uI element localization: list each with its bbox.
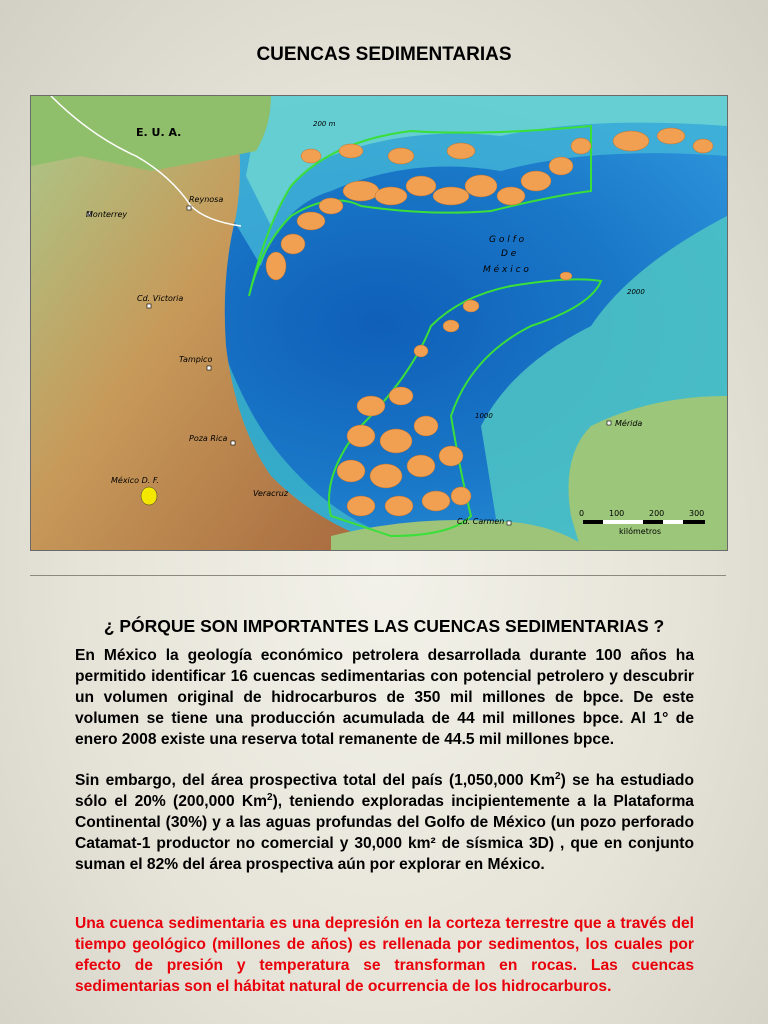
- page-title: CUENCAS SEDIMENTARIAS: [256, 44, 512, 65]
- label-cd-victoria: Cd. Victoria: [137, 294, 184, 303]
- label-contour-2000: 2000: [627, 288, 645, 296]
- paragraph-definition: Una cuenca sedimentaria es una depresión en la corteza terrestre que a través del tiempo geológico (millones de años) es rellenada por sedimentos, los cuales por efecto de presión y temperatura se transforman en rocas. Las cuencas sedimentarias son el hábitat natural de ocurrencia de los hidrocarburos.: [75, 915, 694, 995]
- label-contour-1000: 1000: [475, 412, 493, 420]
- svg-text:300: 300: [689, 509, 705, 518]
- label-golfo-2: D e: [501, 249, 517, 259]
- svg-text:200: 200: [649, 509, 665, 518]
- label-tampico: Tampico: [179, 355, 213, 364]
- label-contour-200: 200 m: [313, 120, 336, 128]
- svg-text:0: 0: [579, 509, 585, 518]
- paragraph-2: Sin embargo, del área prospectiva total del país (1,050,000 Km$^2$) se ha estudiado sólo el 20% (200,000 Km$^2$), teniendo exploradas incipientemente a la Plataforma Continental (30%) y a las aguas profundas del Golfo de México (un pozo perforado Catamat-1 productor no comercial y 30,000 km² de sísmica 3D) , que en conjunto suman el 82% del área prospectiva aún por explorar en México.: [75, 770, 694, 873]
- label-mexico-df: México D. F.: [111, 476, 159, 485]
- label-monterrey: Monterrey: [86, 210, 128, 219]
- label-veracruz: Veracruz: [253, 489, 289, 498]
- label-golfo-1: G o l f o: [489, 235, 525, 245]
- gulf-map: [30, 95, 728, 551]
- label-poza-rica: Poza Rica: [189, 434, 228, 443]
- label-merida: Mérida: [615, 419, 643, 428]
- svg-text:100: 100: [609, 509, 625, 518]
- label-usa: E. U. A.: [136, 126, 182, 139]
- svg-text:kilómetros: kilómetros: [619, 527, 661, 536]
- label-golfo-3: M é x i c o: [483, 265, 529, 275]
- mexico-df-marker: [141, 487, 157, 505]
- label-cd-carmen: Cd. Carmen: [457, 517, 505, 526]
- section-heading: ¿ PÓRQUE SON IMPORTANTES LAS CUENCAS SEDIMENTARIAS ?: [103, 616, 665, 636]
- label-reynosa: Reynosa: [189, 195, 224, 204]
- paragraph-1: En México la geología económico petrolera desarrollada durante 100 años ha permitido identificar 16 cuencas sedimentarias con potencial petrolero y descubrir un volumen original de hidrocarburos de 350 mil millones de bpce. De este volumen se tiene una producción acumulada de 44 mil millones bpce. Al 1° de enero 2008 existe una reserva total remanente de 44.5 mil millones bpce.: [75, 647, 694, 748]
- section-divider: [30, 575, 726, 576]
